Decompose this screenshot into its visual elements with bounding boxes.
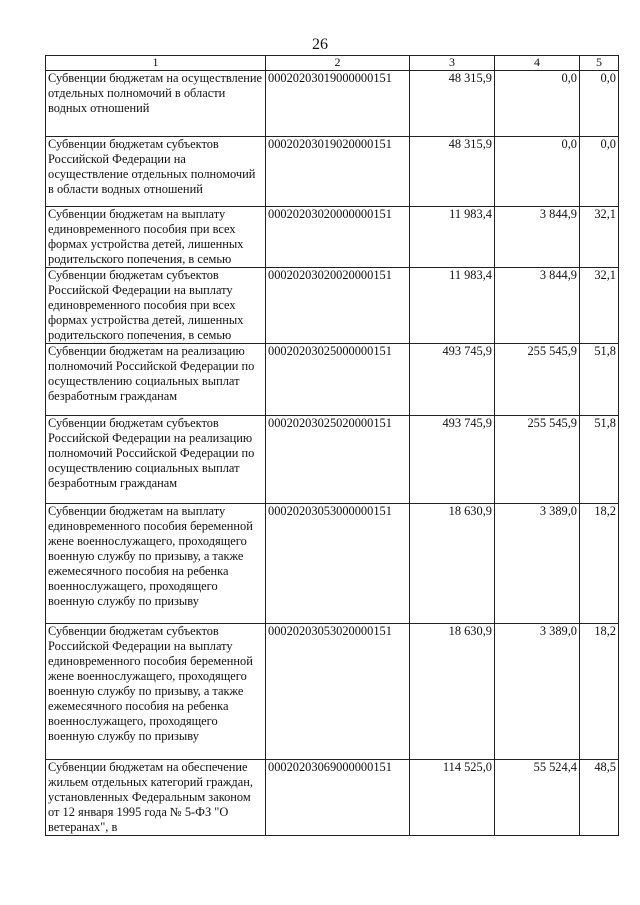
row-name: Субвенции бюджетам субъектов Российской Федерации на реализацию полномочий Российской Федерации по осуществлению социальных выплат безработным гражданам	[46, 416, 266, 504]
header-row	[46, 56, 619, 71]
row-name: Субвенции бюджетам субъектов Российской Федерации на осуществление отдельных полномочий в области водных отношений	[46, 137, 266, 207]
row-percent: 0,0	[580, 71, 619, 137]
row-name: Субвенции бюджетам на реализацию полномочий Российской Федерации по осуществлению социальных выплат безработным гражданам	[46, 344, 266, 416]
row-actual: 255 545,9	[495, 416, 580, 504]
row-percent: 32,1	[580, 268, 619, 344]
row-plan: 11 983,4	[410, 207, 495, 268]
row-percent: 18,2	[580, 624, 619, 760]
table-row	[46, 71, 619, 137]
row-actual: 3 389,0	[495, 624, 580, 760]
row-code: 00020203019020000151	[266, 137, 410, 207]
table-header	[46, 56, 619, 71]
row-name: Субвенции бюджетам на выплату единовременного пособия беременной жене военнослужащего, проходящего военную службу по призыву, а также ежемесячного пособия на ребенка военнослужащего, проходящего военную службу по призыву	[46, 504, 266, 624]
row-plan: 18 630,9	[410, 504, 495, 624]
table-row	[46, 416, 619, 504]
row-percent: 18,2	[580, 504, 619, 624]
row-plan: 493 745,9	[410, 344, 495, 416]
row-actual: 0,0	[495, 137, 580, 207]
row-percent: 32,1	[580, 207, 619, 268]
row-code: 00020203025000000151	[266, 344, 410, 416]
row-plan: 48 315,9	[410, 71, 495, 137]
header-col-4: 4	[495, 56, 580, 71]
header-col-2: 2	[266, 56, 410, 71]
table-row	[46, 760, 619, 836]
row-name: Субвенции бюджетам на выплату единовременного пособия при всех формах устройства детей, лишенных родительского попечения, в семью	[46, 207, 266, 268]
row-actual: 0,0	[495, 71, 580, 137]
row-actual: 55 524,4	[495, 760, 580, 836]
row-code: 00020203019000000151	[266, 71, 410, 137]
table-body	[46, 71, 619, 836]
table-row	[46, 344, 619, 416]
table-row	[46, 137, 619, 207]
row-plan: 48 315,9	[410, 137, 495, 207]
row-name: Субвенции бюджетам на обеспечение жильем отдельных категорий граждан, установленных Федеральным законом от 12 января 1995 года № 5-ФЗ "О ветеранах", в	[46, 760, 266, 836]
row-code: 00020203020020000151	[266, 268, 410, 344]
row-code: 00020203025020000151	[266, 416, 410, 504]
table-row	[46, 268, 619, 344]
row-percent: 51,8	[580, 344, 619, 416]
budget-table	[45, 55, 619, 836]
row-name: Субвенции бюджетам на осуществление отдельных полномочий в области водных отношений	[46, 71, 266, 137]
header-col-3: 3	[410, 56, 495, 71]
row-actual: 3 844,9	[495, 207, 580, 268]
row-plan: 11 983,4	[410, 268, 495, 344]
row-code: 00020203053020000151	[266, 624, 410, 760]
row-plan: 18 630,9	[410, 624, 495, 760]
row-actual: 3 389,0	[495, 504, 580, 624]
row-name: Субвенции бюджетам субъектов Российской Федерации на выплату единовременного пособия при всех формах устройства детей, лишенных родительского попечения, в семью	[46, 268, 266, 344]
row-code: 00020203020000000151	[266, 207, 410, 268]
header-col-1: 1	[46, 56, 266, 71]
row-percent: 0,0	[580, 137, 619, 207]
row-plan: 114 525,0	[410, 760, 495, 836]
row-percent: 48,5	[580, 760, 619, 836]
row-percent: 51,8	[580, 416, 619, 504]
page-number: 26	[312, 36, 328, 53]
table-row	[46, 624, 619, 760]
row-actual: 3 844,9	[495, 268, 580, 344]
table-row	[46, 504, 619, 624]
header-col-5: 5	[580, 56, 619, 71]
row-code: 00020203053000000151	[266, 504, 410, 624]
table-row	[46, 207, 619, 268]
row-actual: 255 545,9	[495, 344, 580, 416]
row-name: Субвенции бюджетам субъектов Российской Федерации на выплату единовременного пособия беременной жене военнослужащего, проходящего военную службу по призыву, а также ежемесячного пособия на ребенка военнослужащего, проходящего военную службу по призыву	[46, 624, 266, 760]
row-code: 00020203069000000151	[266, 760, 410, 836]
row-plan: 493 745,9	[410, 416, 495, 504]
